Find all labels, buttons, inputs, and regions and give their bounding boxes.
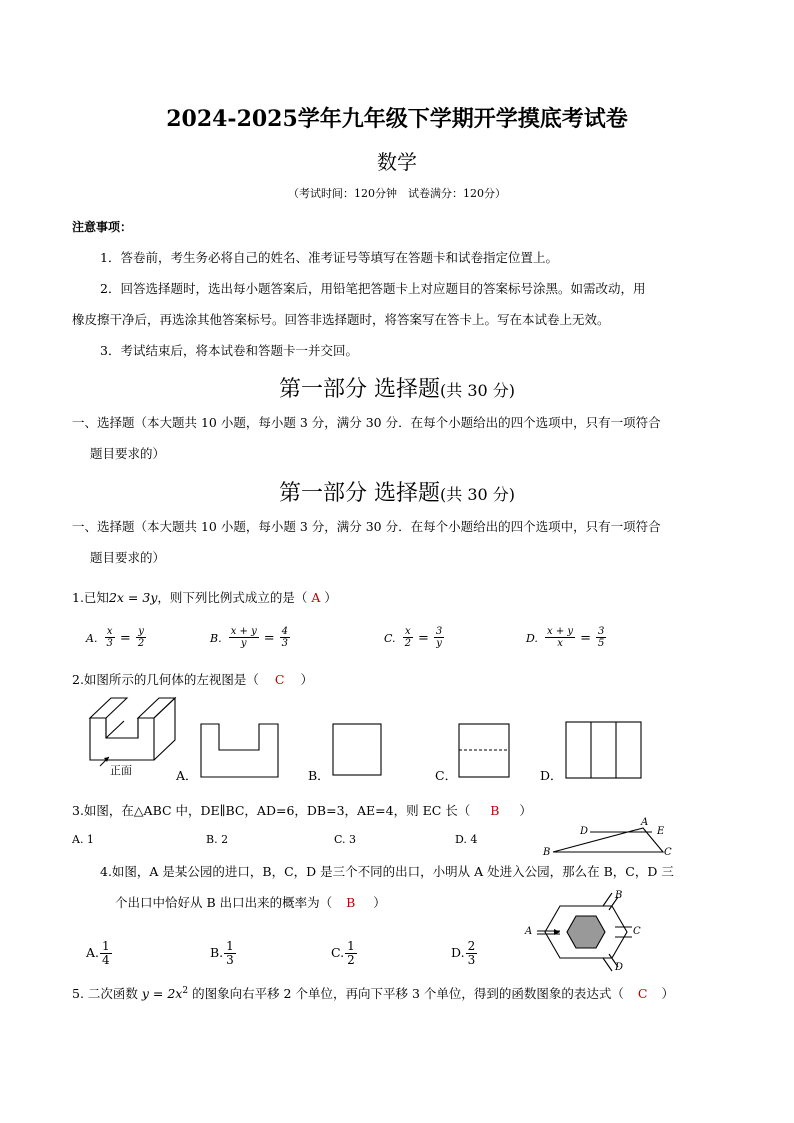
part1-points: (共 30 分)	[439, 485, 516, 504]
q1-option-a: A. $\frac{x}{3}$ = $\frac{y}{2}$	[86, 626, 145, 649]
denominator: 4	[102, 953, 110, 967]
denominator: 3	[281, 638, 288, 649]
fraction	[100, 940, 112, 967]
q5-stem-prefix: 5. 二次函数	[72, 986, 142, 1001]
q3-label-c: C	[664, 847, 672, 858]
part1-title: 第一部分 选择题	[278, 481, 440, 506]
numerator: 1	[347, 939, 355, 953]
q4-stem-text: 个出口中恰好从 B 出口出来的概率为（	[115, 895, 333, 910]
q2-view-a	[201, 724, 278, 777]
q2-view-d	[566, 722, 641, 778]
notice-item-1: 1．答卷前，考生务必将自己的姓名、准考证号等填写在答题卡和试卷指定位置上。	[100, 250, 558, 265]
q2-view-b	[333, 724, 381, 775]
q4-label-b: B	[615, 890, 623, 901]
q5-close: ）	[661, 986, 674, 1001]
numerator: 3	[597, 626, 605, 637]
q2-close: ）	[300, 672, 313, 687]
q4-close: ）	[373, 895, 386, 910]
numerator: 3	[435, 626, 443, 637]
denominator: x	[557, 638, 563, 649]
denominator: 3	[467, 953, 476, 967]
q5-exponent: 2	[182, 985, 189, 996]
q1-close: ）	[324, 590, 337, 605]
q2-option-b-label: B．	[308, 768, 330, 783]
denominator: 2	[404, 638, 411, 649]
q4-label-c: C	[633, 926, 641, 937]
notice-heading: 注意事项：	[72, 220, 133, 234]
exam-title: 2024-2025学年九年级下学期开学摸底考试卷	[166, 106, 628, 132]
front-label: 正面	[110, 764, 132, 777]
q5-function: y = 2x	[141, 986, 183, 1001]
q2-option-d-label: D．	[540, 768, 563, 783]
numerator: x	[404, 626, 411, 637]
q4-option-a	[86, 940, 112, 967]
q3-triangle-figure	[553, 828, 663, 852]
q3-option-a: A. 1	[72, 833, 94, 846]
q1-option-label: B.	[210, 632, 222, 645]
notice-item-3: 3．考试结束后，将本试卷和答题卡一并交回。	[100, 343, 358, 358]
denominator: y	[436, 638, 442, 649]
q4-stem-line1: 4.如图，A 是某公园的进口，B，C，D 是三个不同的出口，小明从 A 处进入公园，那么在 B，C，D 三	[100, 864, 674, 879]
part1-points: (共 30 分)	[439, 381, 516, 400]
q1-answer: A	[311, 590, 321, 605]
q4-option-label: A.	[86, 945, 100, 960]
q3-close: ）	[519, 803, 532, 818]
section-instruction-cont-repeat: 题目要求的）	[90, 550, 166, 565]
q2-option-a-label: A．	[176, 768, 198, 783]
denominator: 5	[597, 638, 605, 649]
numerator: x + y	[547, 626, 574, 637]
numerator: x	[106, 626, 113, 637]
fraction	[224, 940, 236, 967]
q4-option-label: C.	[331, 945, 345, 960]
q1-stem-suffix: ，则下列比例式成立的是（	[157, 590, 308, 605]
part1-title: 第一部分 选择题	[278, 377, 440, 402]
q3-label-e: E	[657, 826, 665, 837]
q3-stem	[72, 801, 532, 819]
numerator: y	[138, 626, 144, 637]
q1-stem-prefix: 1.已知	[72, 590, 109, 605]
section-instruction: 一、选择题（本大题共 10 小题，每小题 3 分，满分 30 分．在每个小题给出的四个选项中，只有一项符合	[72, 415, 661, 430]
q4-option-b	[210, 940, 236, 967]
q1-option-label: A.	[86, 632, 98, 645]
fraction	[345, 940, 357, 967]
q3-option-b: B. 2	[206, 833, 229, 846]
q3-option-d: D. 4	[455, 833, 478, 846]
denominator: 3	[106, 638, 113, 649]
numerator: 2	[467, 939, 476, 953]
q4-answer: B	[346, 895, 356, 910]
fraction	[466, 940, 478, 967]
denominator: 2	[137, 638, 145, 649]
numerator: x + y	[230, 626, 257, 637]
q4-stem-line2	[115, 893, 386, 911]
q4-option-d	[451, 940, 477, 967]
q4-label-d: D	[615, 962, 624, 973]
numerator: 4	[281, 626, 288, 637]
q1-option-label: D.	[526, 632, 538, 645]
q3-label-b: B	[543, 847, 551, 858]
q4-option-c	[331, 940, 357, 967]
q1-option-d: D. $\frac{x + y}{x}$ = $\frac{3}{5}$	[526, 626, 605, 649]
q2-option-c-label: C．	[435, 768, 458, 783]
q5-stem-suffix: 的图象向右平移 2 个单位，再向下平移 3 个单位，得到的函数图象的表达式（	[188, 986, 624, 1001]
q4-option-label: B.	[210, 945, 224, 960]
q3-answer: B	[490, 803, 500, 818]
q3-label-a: A	[641, 817, 649, 828]
exam-info: （考试时间：120分钟 试卷满分：120分）	[288, 187, 506, 200]
q5-stem	[72, 984, 674, 1002]
q1-option-label: C.	[384, 632, 396, 645]
q5-answer: C	[637, 986, 648, 1001]
numerator: 1	[102, 939, 110, 953]
denominator: 2	[347, 953, 355, 967]
q2-stem-text: 2.如图所示的几何体的左视图是（	[72, 672, 259, 687]
q4-park-figure	[537, 893, 632, 971]
q3-stem-text: 3.如图，在△ABC 中，DE∥BC，AD=6，DB=3，AE=4，则 EC 长（	[72, 803, 471, 818]
exam-subject: 数学	[377, 150, 417, 174]
q2-solid-figure	[90, 698, 175, 760]
q3-option-c: C. 3	[334, 833, 357, 846]
denominator: y	[240, 638, 247, 649]
numerator: 1	[226, 939, 234, 953]
q4-option-label: D.	[451, 945, 465, 960]
denominator: 3	[226, 953, 234, 967]
notice-item-2-cont: 橡皮擦干净后，再选涂其他答案标号。回答非选择题时，将答案写在答卡上。写在本试卷上无效。	[72, 312, 610, 327]
q1-condition: 2x = 3y	[108, 590, 158, 605]
notice-item-2: 2．回答选择题时，选出每小题答案后，用铅笔把答题卡上对应题目的答案标号涂黑。如需改动，用	[100, 281, 646, 296]
section-instruction-cont: 题目要求的）	[90, 446, 166, 461]
q4-label-a: A	[525, 926, 533, 937]
q1-option-c: C. $\frac{x}{2}$ = $\frac{3}{y}$	[384, 626, 443, 649]
section-instruction-repeat: 一、选择题（本大题共 10 小题，每小题 3 分，满分 30 分．在每个小题给出的四个选项中，只有一项符合	[72, 519, 661, 534]
q1-option-b: B. $\frac{x + y}{y}$ = $\frac{4}{3}$	[210, 626, 288, 649]
q3-label-d: D	[580, 826, 589, 837]
q2-answer: C	[274, 672, 285, 687]
